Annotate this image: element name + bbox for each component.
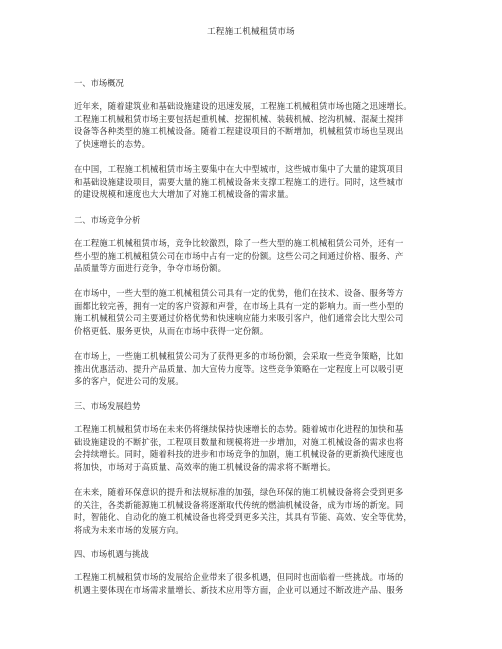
- text-line: 的关注，各类新能源施工机械设备将逐渐取代传统的燃油机械设备，成为市场的新宠。同: [74, 499, 404, 510]
- text-line: 在未来，随着环保意识的提升和法规标准的加强，绿色环保的施工机械设备将会受到更多: [74, 487, 404, 497]
- text-line: 价格更低、服务更快，从而在市场中获得一定份额。: [74, 326, 269, 337]
- text-line: 础设施建设的不断扩张，工程项目数量和规模将进一步增加，对施工机械设备的需求也将: [74, 436, 404, 447]
- text-line: 在市场上，一些施工机械租赁公司为了获得更多的市场份额，会采取一些竞争策略，比如: [74, 351, 404, 361]
- text-line: 机遇主要体现在市场需求量增长、新技术应用等方面，企业可以通过不断改进产品、服务: [74, 584, 404, 595]
- text-line: 在中国，工程施工机械租赁市场主要集中在大中型城市，这些城市集中了大量的建筑项目: [74, 164, 404, 174]
- section-heading: 二、市场竞争分析: [74, 215, 141, 225]
- paragraph: [74, 287, 430, 338]
- paragraph: [74, 163, 430, 201]
- section-heading: 四、市场机遇与挑战: [74, 549, 149, 559]
- text-line: 面都比较完善，拥有一定的客户资源和声誉，在市场上具有一定的影响力。而一些小型的: [74, 300, 404, 311]
- text-line: 推出优惠活动、提升产品质量、加大宣传力度等。这些竞争策略在一定程度上可以吸引更: [74, 363, 404, 374]
- text-line: 会持续增长。同时，随着科技的进步和市场竞争的加剧，施工机械设备的更新换代速度也: [74, 449, 404, 460]
- text-line: 和基础设施建设项目，需要大量的施工机械设备来支撑工程施工的进行。同时，这些城市: [74, 176, 404, 187]
- text-line: 近年来，随着建筑业和基础设施建设的迅速发展，工程施工机械租赁市场也随之迅速增长。: [74, 101, 412, 111]
- paragraph: [74, 423, 430, 474]
- text-line: 工程施工机械租赁市场的发展给企业带来了很多机遇，但同时也面临着一些挑战。市场的: [74, 572, 404, 582]
- section-heading: 一、市场概况: [74, 78, 124, 88]
- paragraph: [74, 100, 430, 151]
- text-line: 品质量等方面进行竞争，争夺市场份额。: [74, 263, 227, 274]
- text-line: 工程施工机械租赁市场在未来仍将继续保持快速增长的态势。随着城市化进程的加快和基: [74, 424, 404, 434]
- text-line: 在工程施工机械租赁市场，竞争比较激烈，除了一些大型的施工机械租赁公司外，还有一: [74, 238, 404, 248]
- text-line: 时，智能化、自动化的施工机械设备也将受到更多关注，其具有节能、高效、安全等优势，: [74, 512, 412, 523]
- section-heading: 三、市场发展趋势: [74, 401, 141, 411]
- paragraph: [74, 486, 430, 537]
- text-line: 工程施工机械租赁市场主要包括起重机械、挖掘机械、装载机械、挖沟机械、混凝土搅拌: [74, 113, 404, 124]
- text-line: 设备等各种类型的施工机械设备。随着工程建设项目的不断增加，机械租赁市场也呈现出: [74, 126, 404, 137]
- text-line: 多的客户，促进公司的发展。: [74, 376, 184, 387]
- text-line: 施工机械租赁公司主要通过价格优势和快速响应能力来吸引客户，他们通常会比大型公司: [74, 313, 404, 324]
- document-title: 工程施工机械租赁市场: [207, 27, 295, 37]
- text-line: 的建设规模和速度也大大增加了对施工机械设备的需求量。: [74, 189, 294, 200]
- text-line: 将加快，市场对于高质量、高效率的施工机械设备的需求将不断增长。: [74, 462, 336, 473]
- paragraph: [74, 571, 430, 596]
- text-line: 了快速增长的态势。: [74, 139, 151, 150]
- paragraph: [74, 350, 430, 388]
- text-line: 些小型的施工机械租赁公司在市场中占有一定的份额。这些公司之间通过价格、服务、产: [74, 250, 404, 261]
- text-line: 在市场中，一些大型的施工机械租赁公司具有一定的优势，他们在技术、设备、服务等方: [74, 288, 404, 298]
- paragraph: [74, 237, 430, 275]
- text-line: 将成为未来市场的发展方向。: [74, 525, 184, 536]
